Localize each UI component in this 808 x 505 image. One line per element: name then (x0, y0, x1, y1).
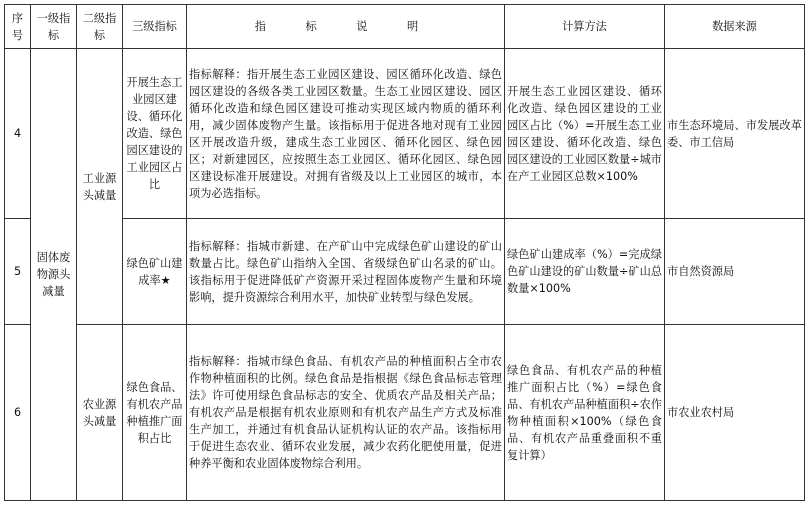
row-method: 绿色食品、有机农产品的种植推广面积占比（%）=绿色食品、有机农产品种植面积÷农作物种植面积×100%（绿色食品、有机农产品重叠面积不重复计算） (505, 325, 665, 501)
table-row (5, 49, 805, 219)
header-level1: 一级指标 (31, 5, 77, 49)
indicator-table (4, 4, 805, 501)
row-source: 市生态环境局、市发展改革委、市工信局 (665, 49, 805, 219)
header-level2: 二级指标 (77, 5, 123, 49)
header-source: 数据来源 (665, 5, 805, 49)
row-level3: 绿色矿山建成率★ (123, 219, 187, 325)
header-row (5, 5, 805, 49)
row-method: 开展生态工业园区建设、循环化改造、绿色园区建设的工业园区占比（%）=开展生态工业园区建设、循环化改造、绿色园区建设的工业园区数量÷城市在产工业园区总数×100% (505, 49, 665, 219)
row-description: 指标解释：指开展生态工业园区建设、园区循环化改造、绿色园区建设的各级各类工业园区数量。生态工业园区建设、园区循环化改造和绿色园区建设可推动实现区域内物质的循环利用，减少固体废物产生量。该指标用于促进各地对现有工业园区开展改造升级，建成生态工业园区、循环化园区、绿色园区；对新建园区，应按照生态工业园区、循环化园区、绿色园区建设标准开展建设。对拥有省级及以上工业园区的城市，本项为必选指标。 (187, 49, 505, 219)
row-source: 市农业农村局 (665, 325, 805, 501)
row-level3: 绿色食品、有机农产品种植推广面积占比 (123, 325, 187, 501)
row-level3: 开展生态工业园区建设、循环化改造、绿色园区建设的工业园区占比 (123, 49, 187, 219)
table-row (5, 325, 805, 501)
level2-agri-cell: 农业源头减量 (77, 325, 123, 501)
header-level3: 三级指标 (123, 5, 187, 49)
header-method: 计算方法 (505, 5, 665, 49)
row-seq: 4 (5, 49, 31, 219)
header-description: 指 标 说 明 (187, 5, 505, 49)
row-description: 指标解释：指城市绿色食品、有机农产品的种植面积占全市农作物种植面积的比例。绿色食品是指根据《绿色食品标志管理法》许可使用绿色食品标志的安全、优质农产品及相关产品；有机农产品是根据有机农业原则和有机农产品生产方式及标准生产加工，并通过有机食品认证机构认证的农产品。该指标用于促进生态农业、循环农业发展，减少农药化肥使用量，促进种养平衡和农业固体废物综合利用。 (187, 325, 505, 501)
header-seq: 序号 (5, 5, 31, 49)
level1-cell: 固体废物源头减量 (31, 49, 77, 501)
row-seq: 5 (5, 219, 31, 325)
row-source: 市自然资源局 (665, 219, 805, 325)
row-description: 指标解释：指城市新建、在产矿山中完成绿色矿山建设的矿山数量占比。绿色矿山指纳入全国、省级绿色矿山名录的矿山。该指标用于促进降低矿产资源开采过程固体废物产生量和环境影响，提升资源综合利用水平，加快矿业转型与绿色发展。 (187, 219, 505, 325)
level2-industry-cell: 工业源头减量 (77, 49, 123, 325)
row-method: 绿色矿山建成率（%）=完成绿色矿山建设的矿山数量÷矿山总数量×100% (505, 219, 665, 325)
row-seq: 6 (5, 325, 31, 501)
table-row (5, 219, 805, 325)
